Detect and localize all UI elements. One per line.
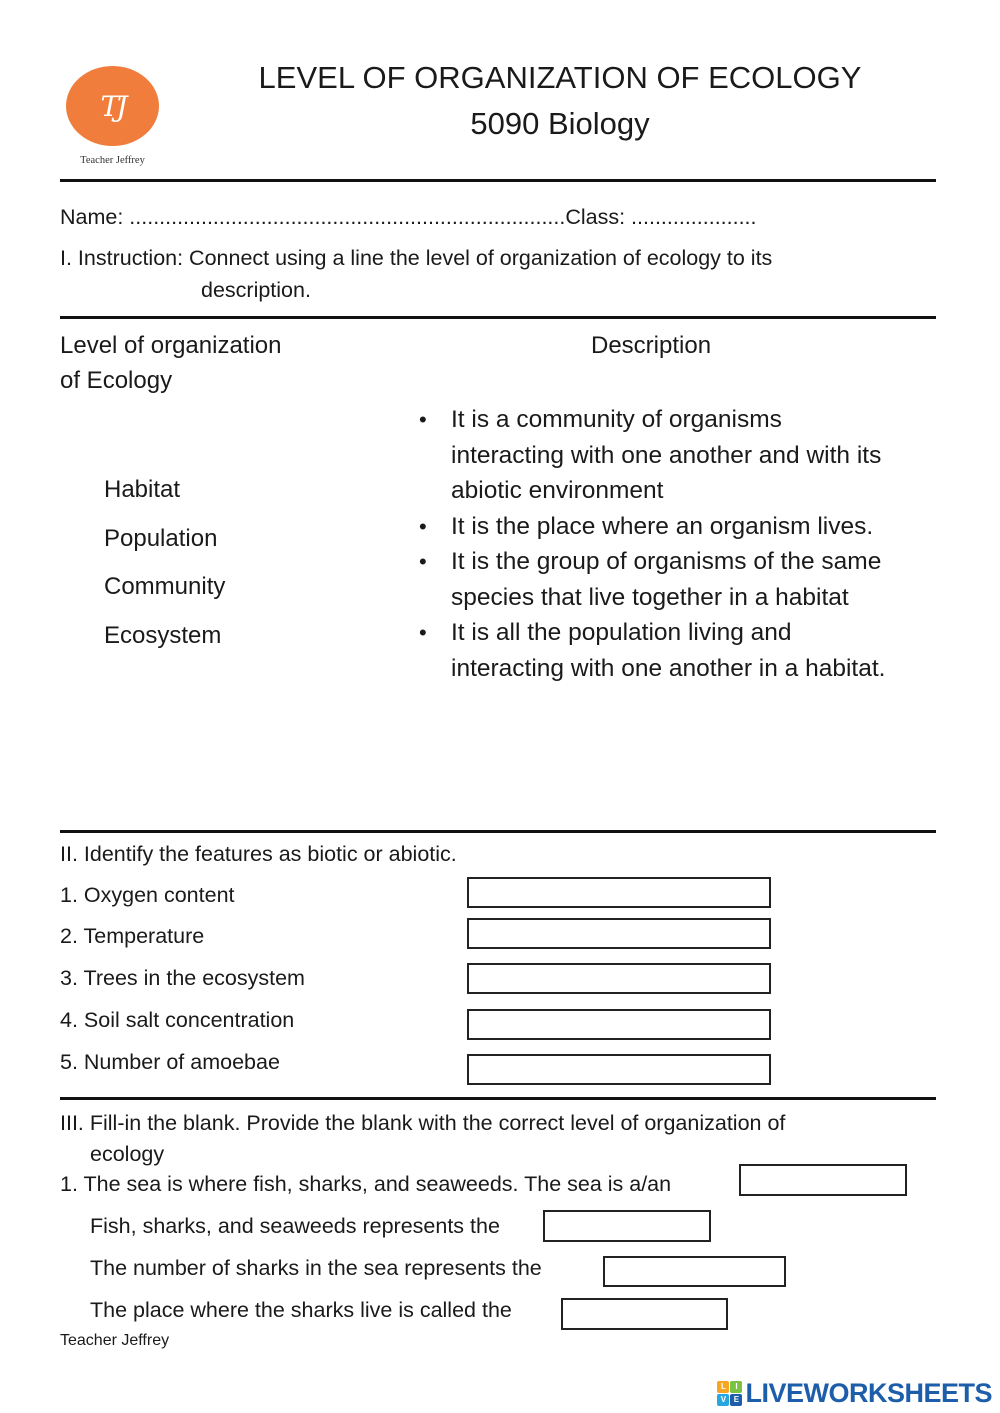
- fill-question-3: The number of sharks in the sea represents the: [90, 1256, 542, 1280]
- name-class-line[interactable]: Name: .........................................................................Class: .....................: [60, 205, 757, 229]
- level-item-community[interactable]: Community: [104, 573, 226, 600]
- level-item-ecosystem[interactable]: Ecosystem: [104, 622, 222, 649]
- blank-box-4[interactable]: [561, 1298, 728, 1330]
- answer-box-2[interactable]: [467, 918, 771, 949]
- divider: [60, 179, 936, 182]
- instruction-line1: I. Instruction: Connect using a line the level of organization of ecology to its: [60, 246, 773, 270]
- feature-item: 2. Temperature: [60, 924, 205, 948]
- level-column-header: Level of organization: [60, 332, 282, 359]
- answer-box-1[interactable]: [467, 877, 771, 908]
- section2-heading: II. Identify the features as biotic or abiotic.: [60, 842, 457, 866]
- logo-caption: Teacher Jeffrey: [80, 155, 145, 166]
- feature-item: 5. Number of amoebae: [60, 1050, 280, 1074]
- logo-tile: L: [717, 1381, 729, 1393]
- description-item[interactable]: • It is the place where an organism lives.: [416, 509, 896, 545]
- logo-tile: V: [717, 1394, 729, 1406]
- section3-heading: III. Fill-in the blank. Provide the blank with the correct level of organization of: [60, 1111, 786, 1135]
- feature-item: 4. Soil salt concentration: [60, 1008, 295, 1032]
- level-item-population[interactable]: Population: [104, 525, 218, 552]
- answer-box-3[interactable]: [467, 963, 771, 994]
- liveworksheets-watermark[interactable]: [717, 1378, 992, 1409]
- watermark-text: LIVEWORKSHEETS: [745, 1378, 992, 1408]
- instruction-line2: description.: [201, 278, 311, 302]
- divider: [60, 316, 936, 319]
- fill-question-4: The place where the sharks live is called the: [90, 1298, 512, 1322]
- fill-question-1: 1. The sea is where fish, sharks, and seaweeds. The sea is a/an: [60, 1172, 672, 1196]
- level-item-habitat[interactable]: Habitat: [104, 476, 181, 503]
- answer-box-4[interactable]: [467, 1009, 771, 1040]
- fill-question-2: Fish, sharks, and seaweeds represents the: [90, 1214, 500, 1238]
- level-column-header-line2: of Ecology: [60, 367, 173, 394]
- worksheet-subtitle: 5090 Biology: [470, 106, 650, 141]
- answer-box-5[interactable]: [467, 1054, 771, 1085]
- footer-author: Teacher Jeffrey: [60, 1332, 170, 1349]
- divider: [60, 1097, 936, 1100]
- divider: [60, 830, 936, 833]
- blank-box-3[interactable]: [603, 1256, 786, 1287]
- description-item[interactable]: • It is the group of organisms of the same species that live together in a habitat: [416, 544, 896, 615]
- liveworksheets-logo-icon: [717, 1381, 742, 1406]
- teacher-logo: [66, 66, 159, 146]
- logo-tile: E: [730, 1394, 742, 1406]
- logo-monogram: TJ: [100, 89, 125, 123]
- description-list: [416, 402, 896, 686]
- section3-heading-line2: ecology: [90, 1142, 165, 1166]
- blank-box-1[interactable]: [739, 1164, 907, 1196]
- description-item[interactable]: • It is a community of organisms interacting with one another and with its abiotic environment: [416, 402, 896, 509]
- blank-box-2[interactable]: [543, 1210, 711, 1242]
- description-column-header: Description: [591, 332, 712, 359]
- worksheet-title: LEVEL OF ORGANIZATION OF ECOLOGY: [258, 60, 862, 95]
- logo-tile: I: [730, 1381, 742, 1393]
- description-item[interactable]: • It is all the population living and interacting with one another in a habitat.: [416, 615, 896, 686]
- feature-item: 3. Trees in the ecosystem: [60, 966, 305, 990]
- feature-item: 1. Oxygen content: [60, 883, 235, 907]
